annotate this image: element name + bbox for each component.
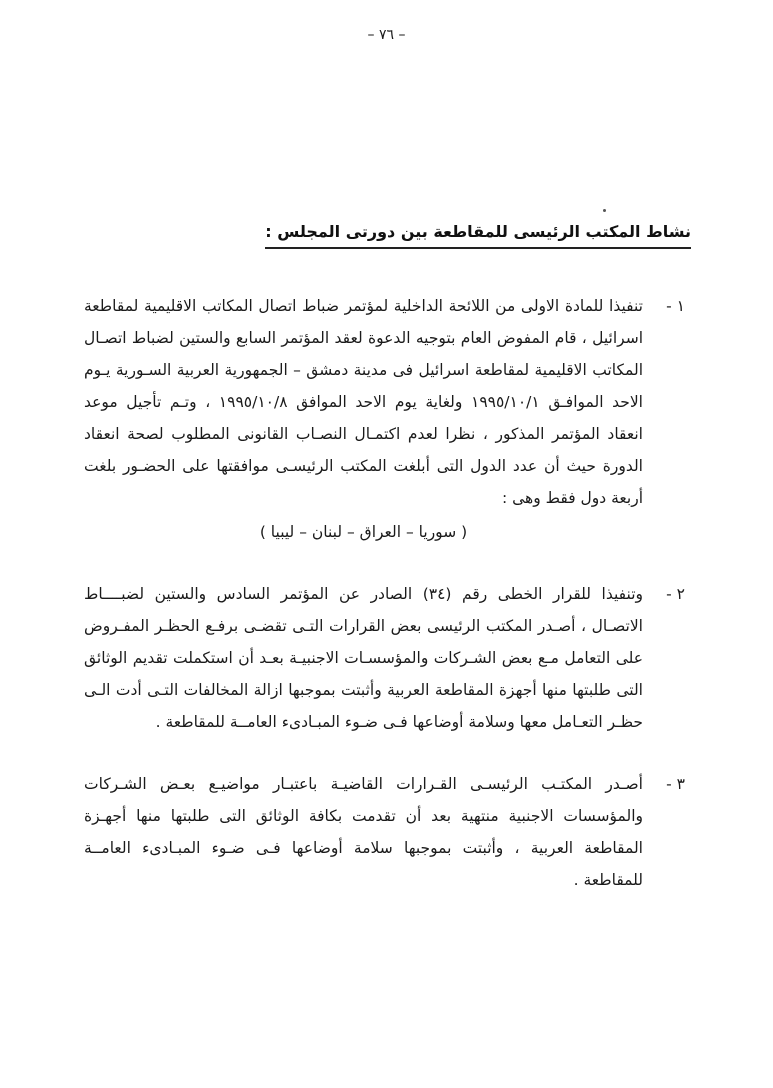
list-item-text: أصـدر المكتـب الرئيسـى القـرارات القاضيـة باعتبـار مواضيـع بعـض الشـركات والمؤسسات الاجنبية منتهية بعد أن تقدمت بكافة الوثائق التى طلبتها منها أجهـزة المقاطعة العربية ، وأثبتت بموجبها سلامة أوضاعها فـى ضـوء المبـادىء العامــة للمقاطعة . — [84, 775, 643, 889]
scan-artifact-dot — [603, 209, 606, 212]
list-item-body — [84, 768, 643, 896]
list-item — [84, 290, 685, 548]
list-item — [84, 768, 685, 896]
list-item-text: تنفيذا للمادة الاولى من اللائحة الداخلية لمؤتمر ضباط اتصال المكاتب الاقليمية لمقاطعة اسرائيل ، قام المفوض العام بتوجيه الدعوة لعقد المؤتمر السابع والستين لضباط اتصـال المكاتب الاقليمية لمقاطعة اسرائيل فى مدينة دمشق – الجمهورية العربية السـورية يـوم الاحد الموافـق ١٩٩٥/١٠/١ ولغاية يوم الاحد الموافق ١٩٩٥/١٠/٨ ، وتـم تأجيل موعد انعقاد المؤتمر المذكور ، نظرا لعدم اكتمـال النصـاب القانونى المطلوب لصحة انعقاد الدورة حيث أن عدد الدول التى أبلغت المكتب الرئيسـى موافقتها على الحضـور بلغت أربعة دول فقط وهى : — [84, 297, 643, 507]
page-number: – ٧٦ – — [367, 27, 406, 43]
list-item-text: وتنفيذا للقرار الخطى رقم (٣٤) الصادر عن المؤتمر السادس والستين لضبــــاط الاتصـال ، أصـدر المكتب الرئيسى بعض القرارات التـى تقضـى برفـع الحظـر المفـروض على التعامل مـع بعض الشـركات والمؤسسـات الاجنبيـة بعـد أن استكملت تقديم الوثائق التى طلبتها منها أجهزة المقاطعة العربية وأثبتت بموجبها ازالة المخالفات التـى أدت الـى حظـر التعـامل معها وسلامة أوضاعها فـى ضـوء المبـادىء العامــة للمقاطعة . — [84, 585, 643, 731]
page-title: نشاط المكتب الرئيسى للمقاطعة بين دورتى المجلس : — [265, 222, 691, 249]
list-item-body — [84, 578, 643, 738]
list-item-number: ٣ - — [666, 775, 685, 793]
list-item-number: ٢ - — [666, 585, 685, 603]
list-item-countries-line: ( سوريا – العراق – لبنان – ليبيا ) — [259, 523, 468, 541]
list-item-body — [84, 290, 643, 548]
list-item — [84, 578, 685, 738]
list-item-number: ١ - — [666, 297, 685, 315]
document-body — [84, 290, 685, 926]
